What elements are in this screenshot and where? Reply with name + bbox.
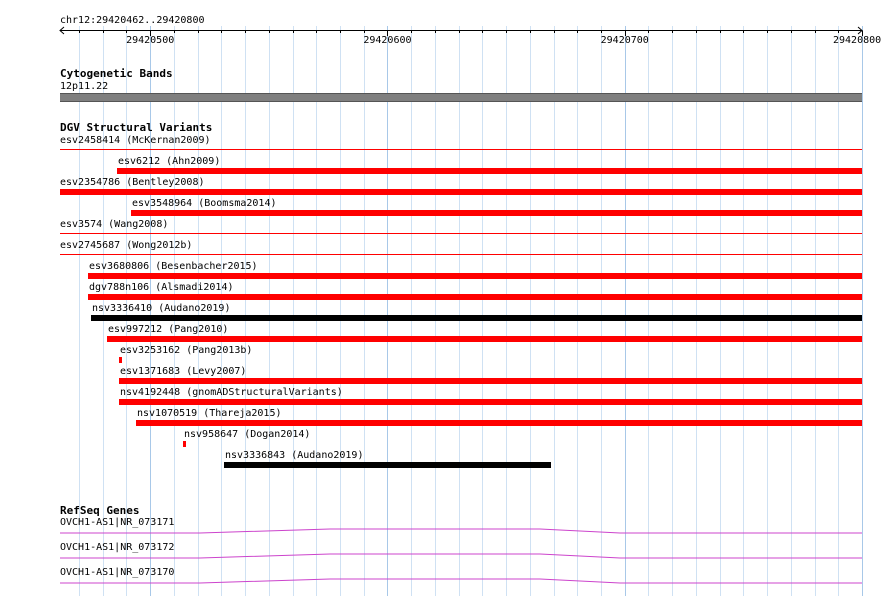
cytoband-label: 12p11.22 xyxy=(60,81,109,92)
dgv-feature-label[interactable]: nsv1070519 (Thareja2015) xyxy=(137,408,282,419)
dgv-feature-label[interactable]: esv3548964 (Boomsma2014) xyxy=(132,198,277,209)
cytoband-track-title: Cytogenetic Bands xyxy=(60,67,173,80)
refseq-gene-label[interactable]: OVCH1-AS1|NR_073170 xyxy=(60,567,175,578)
refseq-gene-label[interactable]: OVCH1-AS1|NR_073171 xyxy=(60,517,175,528)
refseq-gene-line xyxy=(60,579,862,583)
dgv-feature-label[interactable]: esv3253162 (Pang2013b) xyxy=(120,345,253,356)
dgv-feature-bar[interactable] xyxy=(117,168,862,174)
dgv-feature-bar[interactable] xyxy=(119,357,122,363)
dgv-feature-label[interactable]: dgv788n106 (Alsmadi2014) xyxy=(89,282,234,293)
dgv-feature-label[interactable]: nsv958647 (Dogan2014) xyxy=(184,429,311,440)
dgv-feature-label[interactable]: nsv4192448 (gnomADStructuralVariants) xyxy=(120,387,343,398)
dgv-feature-label[interactable]: esv3574 (Wang2008) xyxy=(60,219,169,230)
refseq-gene-label[interactable]: OVCH1-AS1|NR_073172 xyxy=(60,542,175,553)
dgv-track-title: DGV Structural Variants xyxy=(60,121,213,134)
dgv-feature-bar[interactable] xyxy=(91,315,862,321)
dgv-feature-label[interactable]: esv997212 (Pang2010) xyxy=(108,324,229,335)
dgv-feature-label[interactable]: esv1371683 (Levy2007) xyxy=(120,366,247,377)
location-label: chr12:29420462..29420800 xyxy=(60,15,205,26)
dgv-feature-label[interactable]: esv6212 (Ahn2009) xyxy=(118,156,221,167)
refseq-gene-model[interactable] xyxy=(0,552,890,560)
dgv-feature-bar[interactable] xyxy=(183,441,186,447)
ruler-tick-label: 29420700 xyxy=(600,35,649,46)
dgv-feature-label[interactable]: nsv3336410 (Audano2019) xyxy=(92,303,231,314)
refseq-gene-line xyxy=(60,529,862,533)
refseq-gene-model[interactable] xyxy=(0,577,890,585)
ruler-tick-label: 29420800 xyxy=(833,35,882,46)
dgv-feature-bar[interactable] xyxy=(107,336,862,342)
refseq-track-title: RefSeq Genes xyxy=(60,504,140,517)
dgv-feature-bar[interactable] xyxy=(60,254,862,255)
dgv-feature-bar[interactable] xyxy=(136,420,862,426)
dgv-feature-bar[interactable] xyxy=(224,462,551,468)
ruler-tick-label: 29420500 xyxy=(126,35,175,46)
dgv-feature-bar[interactable] xyxy=(119,378,862,384)
dgv-feature-bar[interactable] xyxy=(88,294,862,300)
dgv-feature-label[interactable]: esv2458414 (McKernan2009) xyxy=(60,135,211,146)
dgv-feature-label[interactable]: esv2354786 (Bentley2008) xyxy=(60,177,205,188)
refseq-gene-line xyxy=(60,554,862,558)
dgv-feature-bar[interactable] xyxy=(60,149,862,150)
dgv-feature-bar[interactable] xyxy=(119,399,862,405)
dgv-feature-label[interactable]: esv3680806 (Besenbacher2015) xyxy=(89,261,258,272)
refseq-gene-model[interactable] xyxy=(0,527,890,535)
cytoband-bar[interactable] xyxy=(60,93,862,102)
dgv-feature-bar[interactable] xyxy=(60,233,862,234)
dgv-feature-label[interactable]: nsv3336843 (Audano2019) xyxy=(225,450,364,461)
dgv-feature-label[interactable]: esv2745687 (Wong2012b) xyxy=(60,240,193,251)
dgv-feature-bar[interactable] xyxy=(60,189,862,195)
ruler-tick-label: 29420600 xyxy=(363,35,412,46)
dgv-feature-bar[interactable] xyxy=(88,273,862,279)
dgv-feature-bar[interactable] xyxy=(131,210,862,216)
